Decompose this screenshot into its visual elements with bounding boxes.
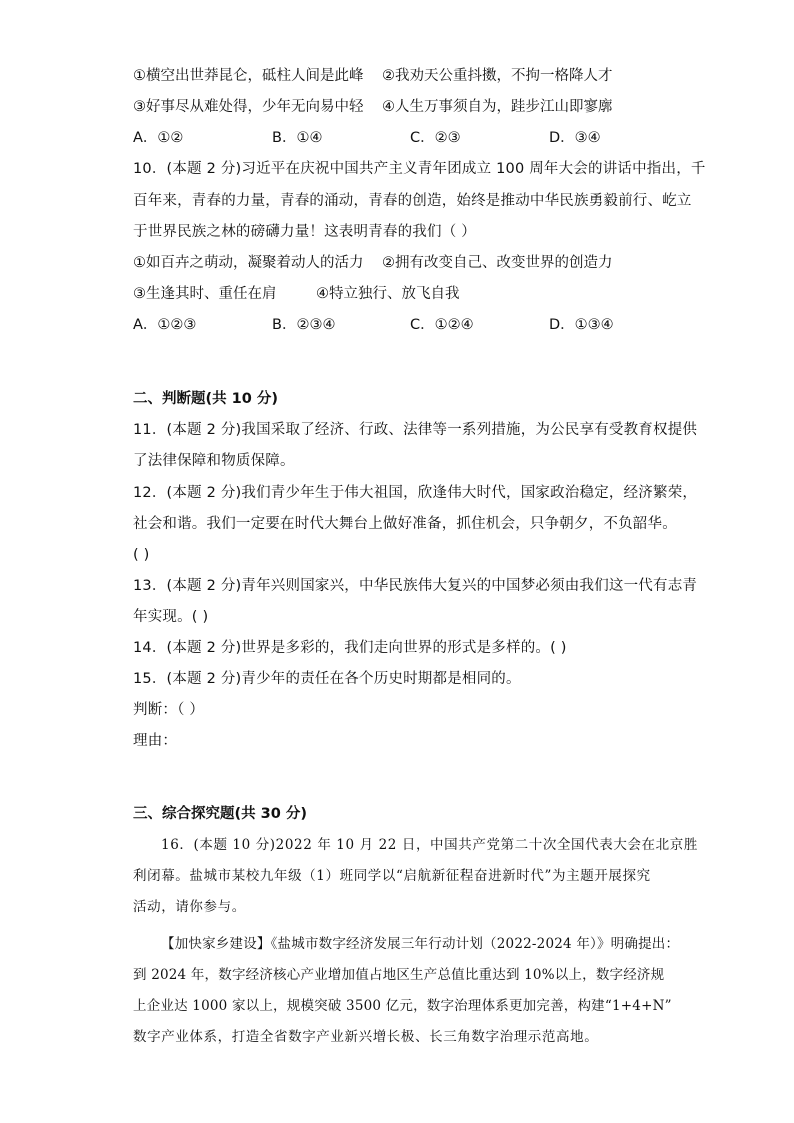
q11-line-2: 了法律保障和物质保障。 xyxy=(133,453,295,469)
q9-option-1: ①横空出世莽昆仑，砥柱人间是此峰 xyxy=(133,68,364,84)
q13-line-1: 13．(本题 2 分)青年兴则国家兴，中华民族伟大复兴的中国梦必须由我们这一代有志青 xyxy=(133,578,698,594)
q9-option-2: ②我劝天公重抖擞，不拘一格降人才 xyxy=(382,68,613,84)
q9-option-4: ④人生万事须自为，跬步江山即寥廓 xyxy=(382,99,613,115)
q15-reason-label: 理由： xyxy=(133,733,178,749)
material-line-2: 到 2024 年，数字经济核心产业增加值占地区生产总值比重达到 10%以上，数字经济规 xyxy=(133,967,665,983)
q10-stem-line-3: 于世界民族之林的磅礴力量！这表明青春的我们（ ） xyxy=(133,224,476,240)
q12-line-1: 12．(本题 2 分)我们青少年生于伟大祖国，欣逢伟大时代，国家政治稳定，经济繁荣， xyxy=(133,485,698,501)
material-line-1: 【加快家乡建设】《盐城市数字经济发展三年行动计划（2022-2024 年）》明确提出： xyxy=(161,936,680,952)
q15-judge-blank: 判断：（ ） xyxy=(133,702,205,718)
q11-line-1: 11．(本题 2 分)我国采取了经济、行政、法律等一系列措施，为公民享有受教育权提供 xyxy=(133,422,698,438)
q10-choice-d: D．①③④ xyxy=(549,317,614,333)
q10-option-4: ④特立独行、放飞自我 xyxy=(316,286,460,302)
material-line-4: 数字产业体系，打造全省数字产业新兴增长极、长三角数字治理示范高地。 xyxy=(133,1029,599,1045)
q10-option-1: ①如百卉之萌动，凝聚着动人的活力 xyxy=(133,255,364,271)
q10-option-2: ②拥有改变自己、改变世界的创造力 xyxy=(382,255,613,271)
q16-line-2: 利闭幕。盐城市某校九年级（1）班同学以“启航新征程奋进新时代”为主题开展探究 xyxy=(133,868,651,884)
q15-line: 15．(本题 2 分)青少年的责任在各个历史时期都是相同的。 xyxy=(133,671,521,687)
q9-option-3: ③好事尽从难处得，少年无向易中轻 xyxy=(133,99,364,115)
section-2-title: 二、判断题(共 10 分) xyxy=(133,391,279,407)
q10-choice-c: C．①②④ xyxy=(410,317,474,333)
section-3-title: 三、综合探究题(共 30 分) xyxy=(133,806,308,822)
q14-line: 14．(本题 2 分)世界是多彩的，我们走向世界的形式是多样的。( ) xyxy=(133,640,567,656)
q9-choice-b: B．①④ xyxy=(272,130,323,146)
q16-line-1: 16．(本题 10 分)2022 年 10 月 22 日，中国共产党第二十次全国代表大会在北京胜 xyxy=(161,837,698,853)
q9-choice-d: D．③④ xyxy=(549,130,601,146)
q10-choice-a: A．①②③ xyxy=(133,317,197,333)
q13-line-2: 年实现。( ) xyxy=(133,609,209,625)
q9-choice-c: C．②③ xyxy=(410,130,461,146)
q10-stem-line-2: 百年来，青春的力量，青春的涌动，青春的创造，始终是推动中华民族勇毅前行、屹立 xyxy=(133,193,692,209)
q9-choice-a: A．①② xyxy=(133,130,184,146)
material-line-3: 上企业达 1000 家以上，规模突破 3500 亿元，数字治理体系更加完善，构建“1+4+N” xyxy=(133,998,672,1014)
q12-line-2: 社会和谐。我们一定要在时代大舞台上做好准备，抓住机会，只争朝夕，不负韶华。 xyxy=(133,516,677,532)
q10-option-3: ③生逢其时、重任在肩 xyxy=(133,286,277,302)
q10-stem-line-1: 10．(本题 2 分)习近平在庆祝中国共产主义青年团成立 100 周年大会的讲话中指出，千 xyxy=(133,161,706,177)
q16-line-3: 活动，请你参与。 xyxy=(133,899,246,915)
q10-choice-b: B．②③④ xyxy=(272,317,336,333)
q12-answer-blank: ( ) xyxy=(133,547,150,563)
